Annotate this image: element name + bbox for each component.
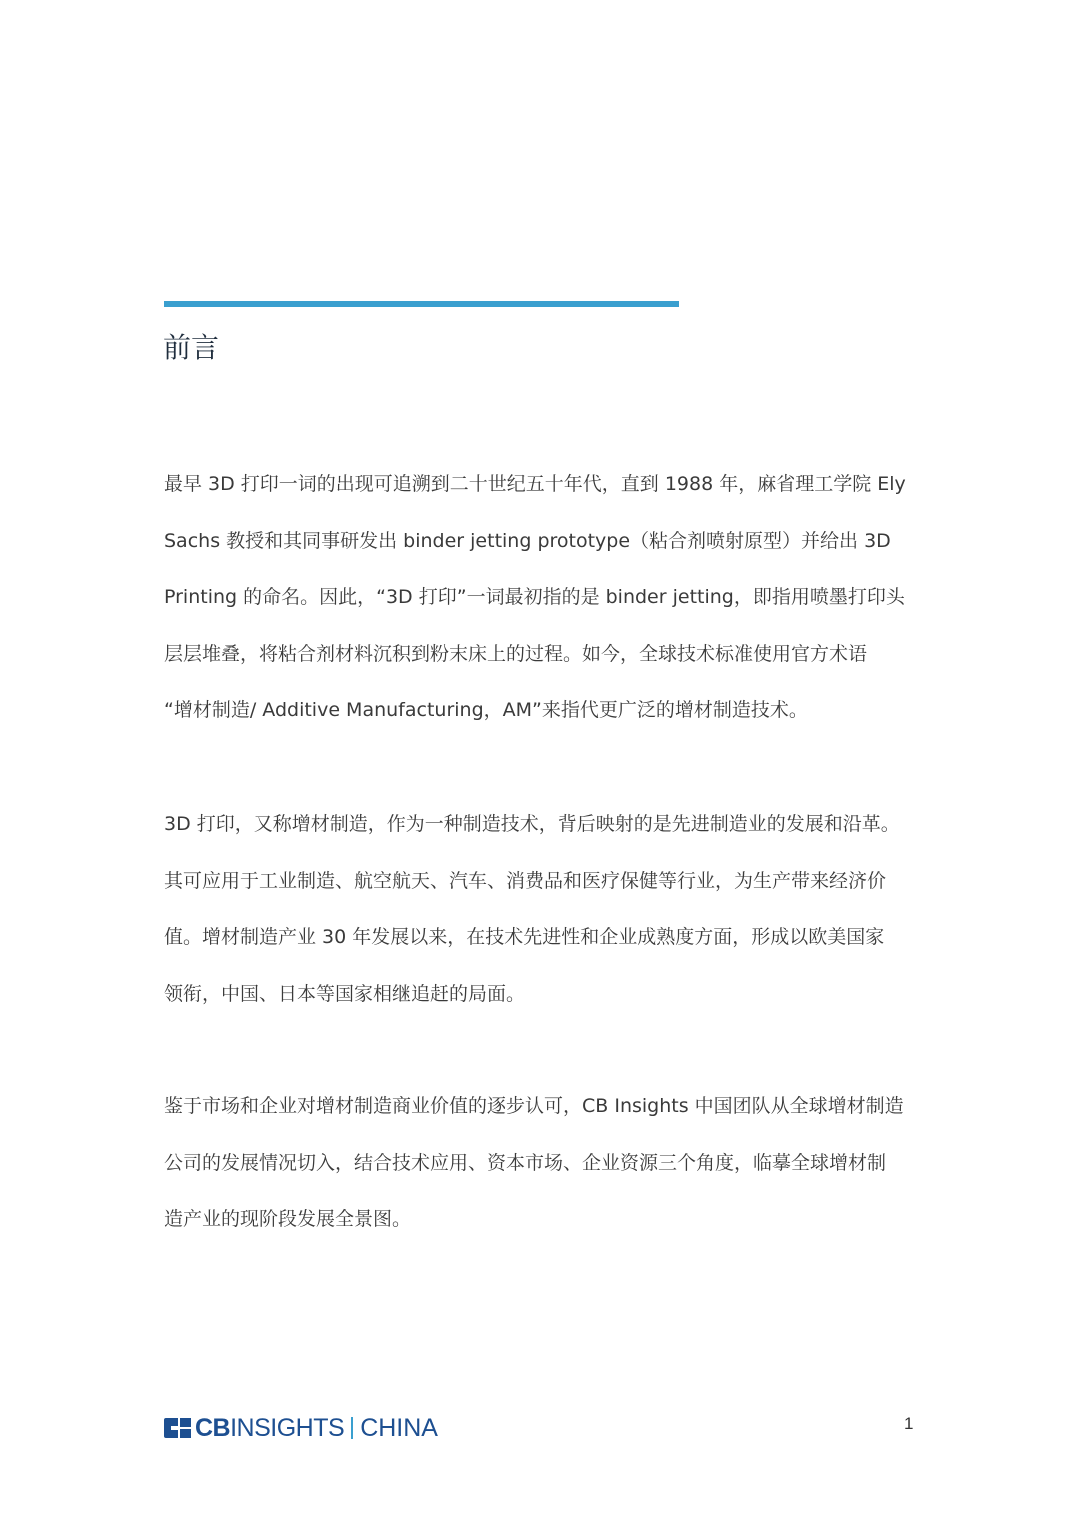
paragraph-line: Printing 的命名。因此，“3D 打印”一词最初指的是 binder jetting，即指用喷墨打印头 (164, 586, 905, 608)
logo-wordmark (195, 1414, 344, 1442)
paragraph-line: 公司的发展情况切入，结合技术应用、资本市场、企业资源三个角度，临摹全球增材制 (164, 1151, 887, 1174)
logo-insights-text: INSIGHTS (230, 1414, 345, 1442)
logo-china-text: CHINA (360, 1414, 438, 1442)
paragraph-line: 值。增材制造产业 30 年发展以来，在技术先进性和企业成熟度方面，形成以欧美国家 (164, 926, 885, 948)
paragraph-report-scope (164, 1094, 934, 1264)
paragraph-line: 鉴于市场和企业对增材制造商业价值的逐步认可，CB Insights 中国团队从全球增材制造 (164, 1095, 904, 1117)
page-number: 1 (904, 1414, 914, 1433)
logo-cb-text: CB (195, 1414, 231, 1442)
paragraph-line: 其可应用于工业制造、航空航天、汽车、消费品和医疗保健等行业，为生产带来经济价 (164, 869, 887, 892)
paragraph-intro (164, 472, 934, 755)
cb-insights-china-logo (164, 1414, 438, 1442)
cb-logo-mark-icon (164, 1418, 191, 1438)
paragraph-industry (164, 812, 934, 1038)
paragraph-line: 造产业的现阶段发展全景图。 (164, 1208, 412, 1230)
paragraph-line: “增材制造/ Additive Manufacturing，AM”来指代更广泛的增材制造技术。 (164, 699, 808, 721)
section-accent-rule (164, 301, 679, 307)
logo-divider (351, 1417, 353, 1439)
paragraph-line: Sachs 教授和其同事研发出 binder jetting prototype（粘合剂喷射原型）并给出 3D (164, 529, 891, 552)
paragraph-line: 最早 3D 打印一词的出现可追溯到二十世纪五十年代，直到 1988 年，麻省理工学院 Ely (164, 473, 906, 495)
paragraph-line: 3D 打印，又称增材制造，作为一种制造技术，背后映射的是先进制造业的发展和沿革。 (164, 813, 900, 835)
section-title: 前言 (163, 331, 220, 364)
paragraph-line: 领衔，中国、日本等国家相继追赶的局面。 (164, 982, 526, 1005)
paragraph-line: 层层堆叠，将粘合剂材料沉积到粉末床上的过程。如今，全球技术标准使用官方术语 (164, 642, 868, 665)
